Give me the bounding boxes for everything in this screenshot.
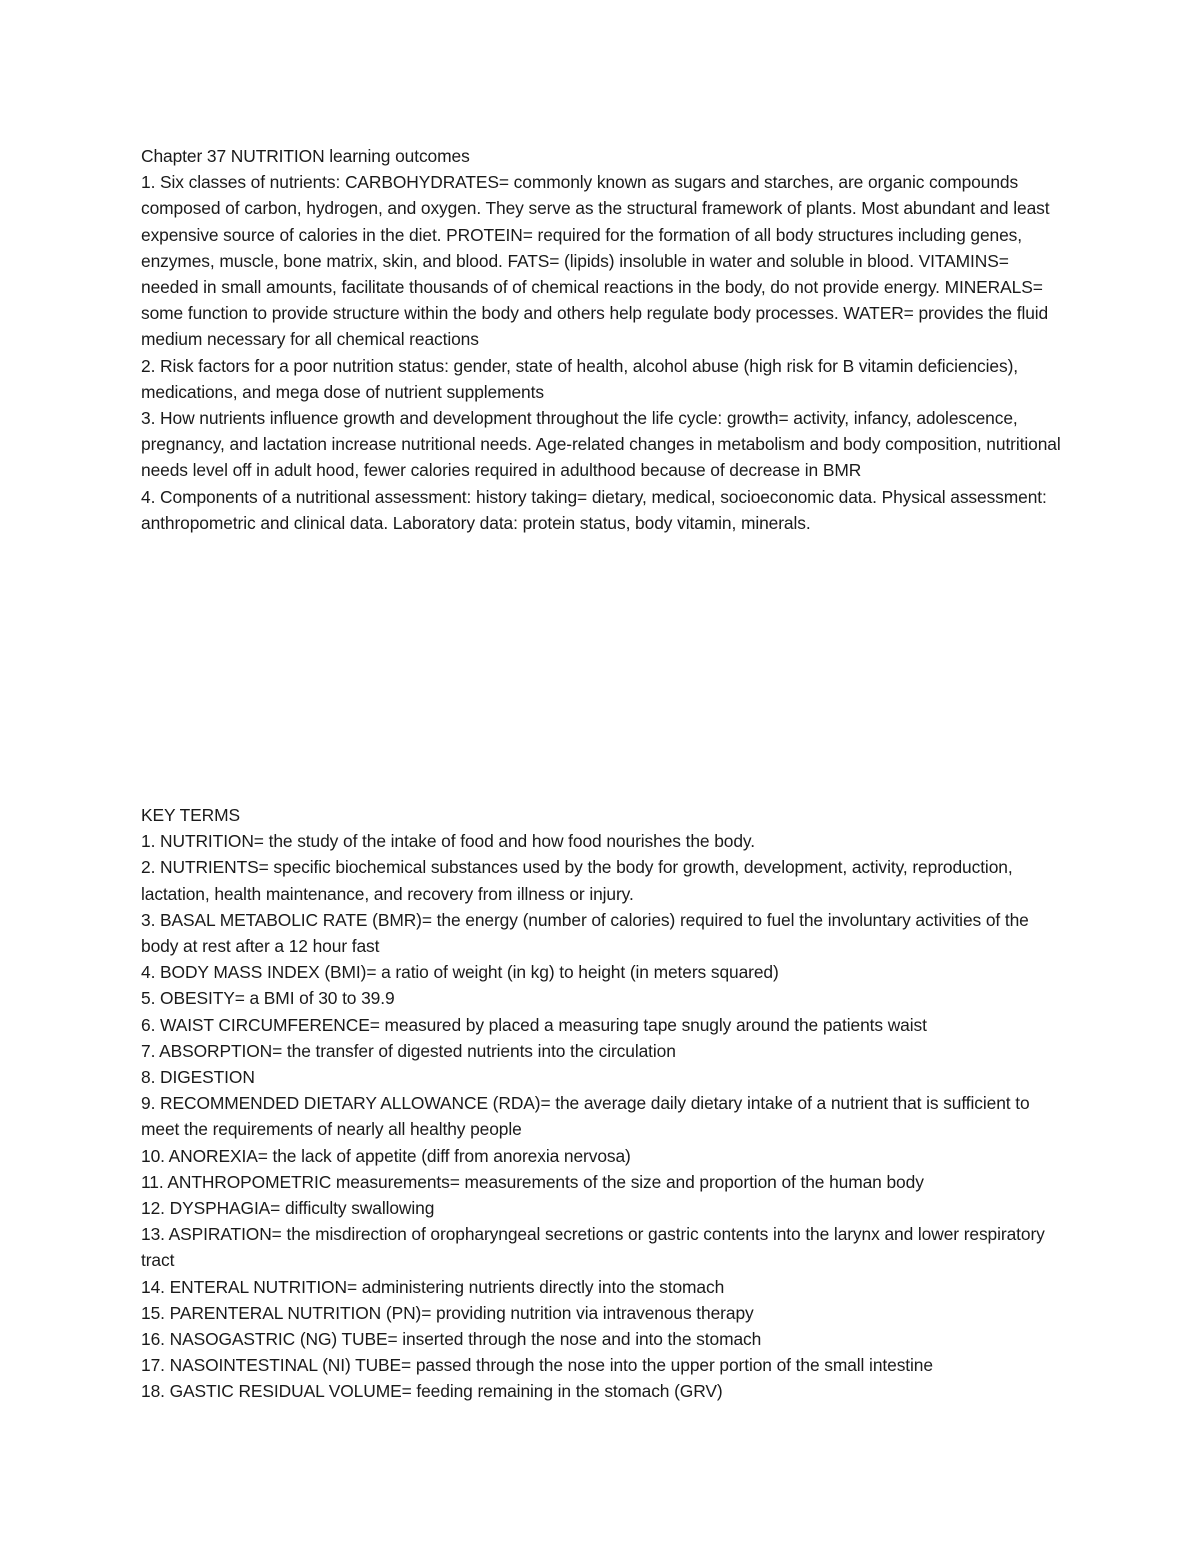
outcome-item: 2. Risk factors for a poor nutrition status: gender, state of health, alcohol abuse (high risk for B vitamin deficiencies), medications, and mega dose of nutrient supplements — [141, 355, 1019, 402]
key-term-item: 17. NASOINTESTINAL (NI) TUBE= passed through the nose into the upper portion of the small intestine — [141, 1355, 933, 1376]
key-term-item: 4. BODY MASS INDEX (BMI)= a ratio of weight (in kg) to height (in meters squared) — [141, 962, 779, 983]
learning-outcomes-section — [141, 143, 1066, 536]
key-term-item: 6. WAIST CIRCUMFERENCE= measured by placed a measuring tape snugly around the patients waist — [141, 1014, 927, 1035]
key-term-item: 5. OBESITY= a BMI of 30 to 39.9 — [141, 988, 395, 1009]
outcome-item: 1. Six classes of nutrients: CARBOHYDRATES= commonly known as sugars and starches, are organic compounds composed of carbon, hydrogen, and oxygen. They serve as the structural framework of plants. Most abundant and least expensive source of calories in the diet. PROTEIN= required for the formation of all body structures including genes, enzymes, muscle, bone matrix, skin, and blood. FATS= (lipids) insoluble in water and soluble in blood. VITAMINS= needed in small amounts, facilitate thousands of of chemical reactions in the body, do not provide energy. MINERALS= some function to provide structure within the body and others help regulate body processes. WATER= provides the fluid medium necessary for all chemical reactions — [141, 172, 1050, 350]
learning-outcomes-title: Chapter 37 NUTRITION learning outcomes — [141, 146, 470, 166]
key-term-item: 15. PARENTERAL NUTRITION (PN)= providing nutrition via intravenous therapy — [141, 1302, 754, 1323]
key-term-item: 9. RECOMMENDED DIETARY ALLOWANCE (RDA)= the average daily dietary intake of a nutrient that is sufficient to meet the requirements of nearly all healthy people — [141, 1093, 1030, 1140]
outcome-item: 3. How nutrients influence growth and development throughout the life cycle: growth= activity, infancy, adolescence, pregnancy, and lactation increase nutritional needs. Age-related changes in metabolism and body composition, nutritional needs level off in adult hood, fewer calories required in adulthood because of decrease in BMR — [141, 408, 1061, 481]
key-term-item: 10. ANOREXIA= the lack of appetite (diff from anorexia nervosa) — [141, 1145, 631, 1166]
key-term-item: 7. ABSORPTION= the transfer of digested nutrients into the circulation — [141, 1040, 676, 1061]
outcome-item: 4. Components of a nutritional assessment: history taking= dietary, medical, socioeconomic data. Physical assessment: anthropometric and clinical data. Laboratory data: protein status, body vitamin, minerals. — [141, 486, 1047, 533]
key-term-item: 16. NASOGASTRIC (NG) TUBE= inserted through the nose and into the stomach — [141, 1329, 762, 1350]
key-term-item: 18. GASTIC RESIDUAL VOLUME= feeding remaining in the stomach (GRV) — [141, 1381, 723, 1402]
key-term-item: 8. DIGESTION — [141, 1067, 255, 1088]
key-term-item: 2. NUTRIENTS= specific biochemical substances used by the body for growth, development, activity, reproduction, lactation, health maintenance, and recovery from illness or injury. — [141, 857, 1013, 904]
key-terms-title: KEY TERMS — [141, 805, 240, 825]
key-term-item: 14. ENTERAL NUTRITION= administering nutrients directly into the stomach — [141, 1276, 725, 1297]
key-term-item: 11. ANTHROPOMETRIC measurements= measurements of the size and proportion of the human body — [141, 1171, 924, 1192]
key-term-item: 3. BASAL METABOLIC RATE (BMR)= the energy (number of calories) required to fuel the involuntary activities of the body at rest after a 12 hour fast — [141, 909, 1029, 957]
key-term-item: 1. NUTRITION= the study of the intake of food and how food nourishes the body. — [141, 831, 755, 852]
key-terms-section — [141, 802, 1066, 1405]
key-term-item: 13. ASPIRATION= the misdirection of oropharyngeal secretions or gastric contents into the larynx and lower respiratory tract — [141, 1224, 1045, 1271]
key-term-item: 12. DYSPHAGIA= difficulty swallowing — [141, 1198, 435, 1219]
